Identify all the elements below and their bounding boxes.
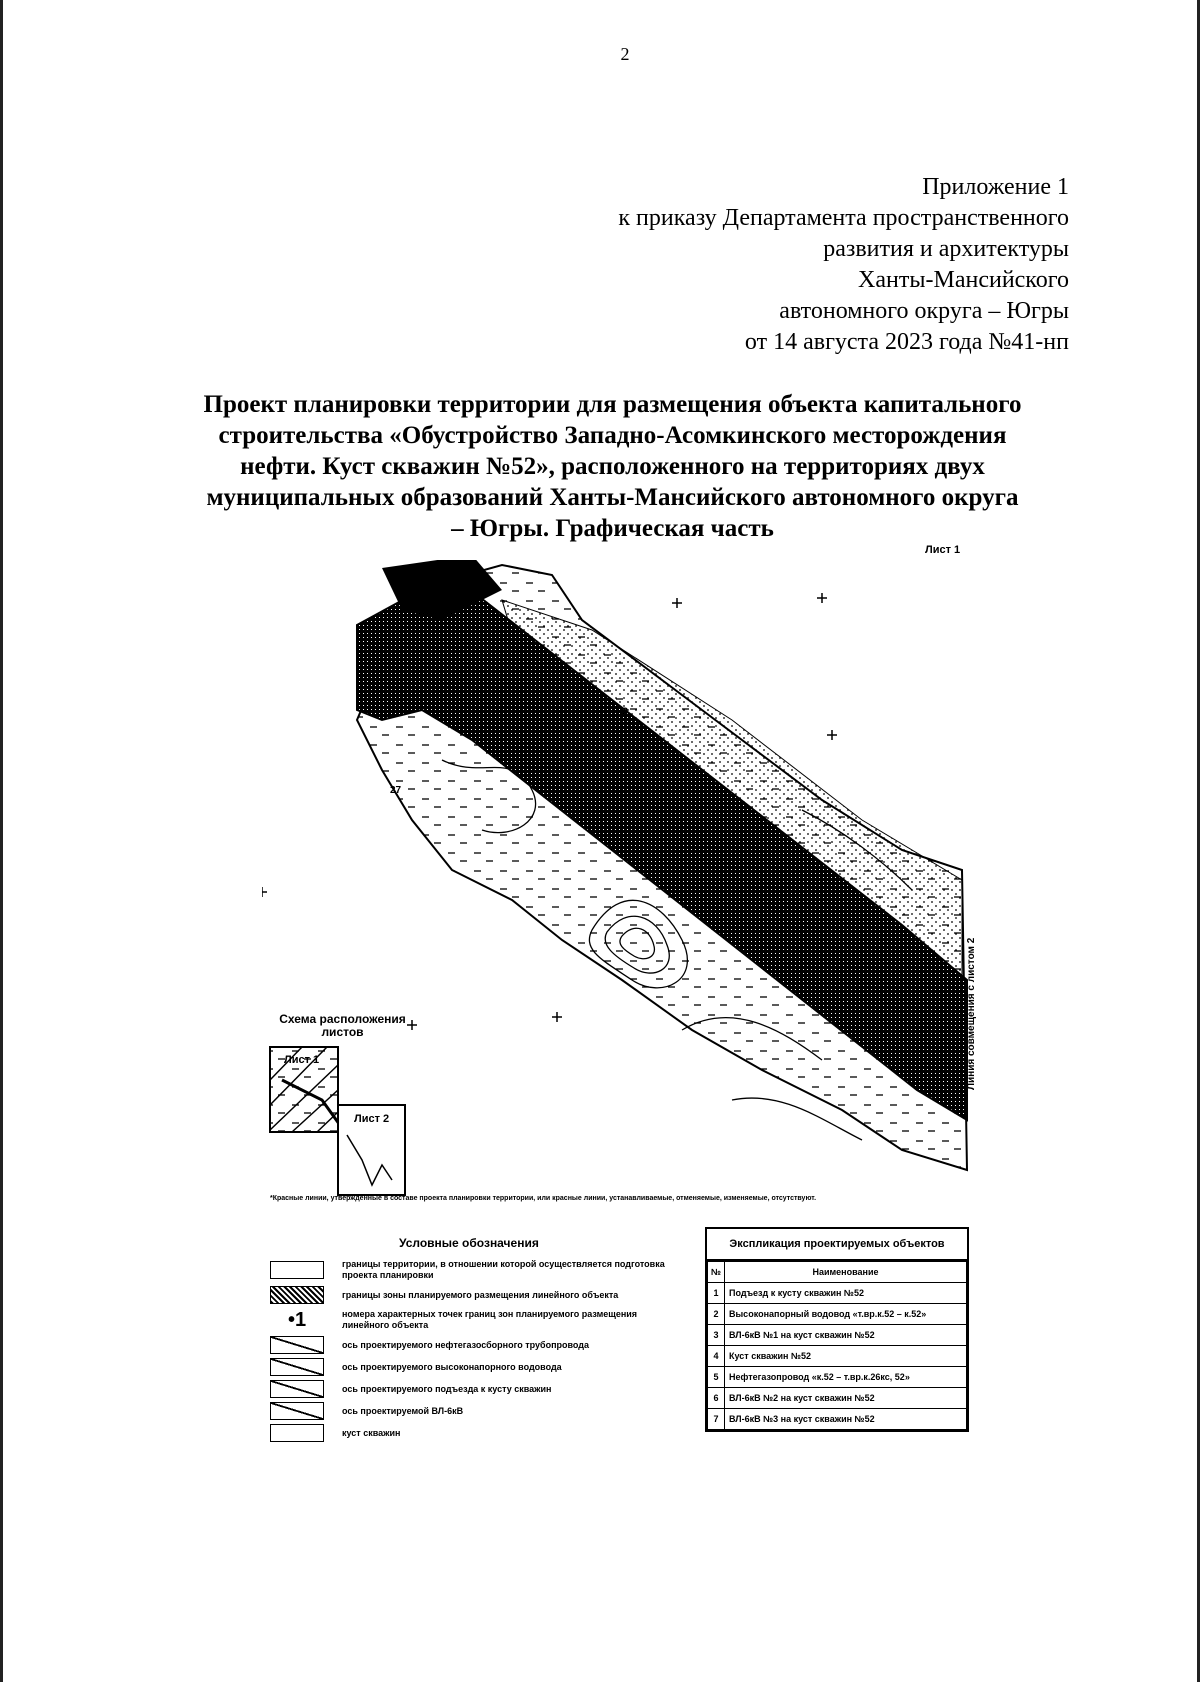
legend — [270, 1256, 680, 1444]
row-name: Высоконапорный водовод «т.вр.к.52 – к.52» — [725, 1304, 967, 1325]
legend-text: границы территории, в отношении которой осуществляется подготовка проекта планировки — [342, 1259, 665, 1280]
row-name: ВЛ-6кВ №3 на куст скважин №52 — [725, 1409, 967, 1430]
row-number: 2 — [708, 1304, 725, 1325]
legend-item — [270, 1256, 680, 1284]
table-row — [708, 1409, 967, 1430]
title-line: муниципальных образований Ханты-Мансийского автономного округа — [206, 484, 1019, 511]
scheme-sheet1-label: Лист 1 — [284, 1054, 320, 1066]
legend-text: ось проектируемого подъезда к кусту скважин — [342, 1383, 552, 1394]
appendix-line: автономного округа – Югры — [779, 298, 1069, 324]
row-number: 4 — [708, 1346, 725, 1367]
point-label: 27 — [390, 785, 402, 796]
table-row — [708, 1325, 967, 1346]
row-number: 6 — [708, 1388, 725, 1409]
scheme-title: Схема расположения листов — [279, 1012, 406, 1039]
table-header-row — [708, 1262, 967, 1283]
appendix-line: от 14 августа 2023 года №41-нп — [744, 329, 1069, 355]
legend-swatch-hatch — [270, 1286, 324, 1304]
explication-table — [705, 1227, 969, 1432]
table-row — [708, 1283, 967, 1304]
legend-title: Условные обозначения — [399, 1236, 539, 1250]
legend-swatch-boundary — [270, 1261, 324, 1279]
legend-item — [270, 1422, 680, 1444]
title-line: – Югры. Графическая часть — [451, 515, 774, 542]
appendix-line: Ханты-Мансийского — [858, 267, 1069, 293]
title-line: Проект планировки территории для размещения объекта капитального — [203, 391, 1022, 418]
legend-swatch-axis — [270, 1402, 324, 1420]
appendix-line: Приложение 1 — [922, 174, 1069, 200]
legend-swatch-pad — [270, 1424, 324, 1442]
legend-text: куст скважин — [342, 1427, 401, 1438]
page-number: 2 — [620, 44, 630, 64]
legend-text: ось проектируемого высоконапорного водовода — [342, 1361, 562, 1372]
legend-item — [270, 1306, 680, 1334]
col-name-header: Наименование — [725, 1262, 967, 1283]
explication-title: Экспликация проектируемых объектов — [707, 1229, 967, 1261]
legend-item — [270, 1284, 680, 1306]
row-number: 5 — [708, 1367, 725, 1388]
legend-text: ось проектируемого нефтегазосборного трубопровода — [342, 1339, 590, 1350]
row-name: ВЛ-6кВ №1 на куст скважин №52 — [725, 1325, 967, 1346]
legend-swatch-point: •1 — [287, 1309, 307, 1331]
table-row — [708, 1346, 967, 1367]
sheet-label: Лист 1 — [925, 544, 961, 556]
title-line: нефти. Куст скважин №52», расположенного на территориях двух — [240, 453, 985, 480]
map-footnote: *Красные линии, утвержденные в составе проекта планировки территории, или красные линии, устанавливаемые, отменяемые, изменяемые, отсутствуют. — [270, 1195, 817, 1202]
page-edge-left — [0, 0, 3, 1682]
appendix-line: к приказу Департамента пространственного — [618, 205, 1069, 231]
appendix-header — [618, 172, 1069, 358]
table-row — [708, 1388, 967, 1409]
row-name: Нефтегазопровод «к.52 – т.вр.к.26кс, 52» — [725, 1367, 967, 1388]
legend-item — [270, 1378, 680, 1400]
scheme-sheet2-label: Лист 2 — [354, 1113, 390, 1125]
title-line: строительства «Обустройство Западно-Асомкинского месторождения — [218, 422, 1007, 449]
match-line-note: Линия совмещения с листом 2 — [966, 937, 977, 1090]
col-number-header: № — [708, 1262, 725, 1283]
legend-swatch-axis — [270, 1336, 324, 1354]
table-row — [708, 1304, 967, 1325]
legend-item — [270, 1400, 680, 1422]
legend-swatch-axis — [270, 1380, 324, 1398]
legend-text: границы зоны планируемого размещения линейного объекта — [342, 1289, 619, 1300]
legend-text: номера характерных точек границ зон планируемого размещения линейного объекта — [342, 1309, 638, 1330]
row-name: Куст скважин №52 — [725, 1346, 967, 1367]
legend-item — [270, 1334, 680, 1356]
point-label: 2 — [622, 706, 629, 718]
document-title — [150, 389, 1075, 544]
appendix-line: развития и архитектуры — [823, 236, 1069, 262]
row-number: 7 — [708, 1409, 725, 1430]
legend-text: ось проектируемой ВЛ-6кВ — [342, 1405, 464, 1416]
legend-swatch-axis — [270, 1358, 324, 1376]
row-number: 1 — [708, 1283, 725, 1304]
row-name: ВЛ-6кВ №2 на куст скважин №52 — [725, 1388, 967, 1409]
legend-item — [270, 1356, 680, 1378]
row-number: 3 — [708, 1325, 725, 1346]
explication-grid — [707, 1261, 967, 1430]
row-name: Подъезд к кусту скважин №52 — [725, 1283, 967, 1304]
table-row — [708, 1367, 967, 1388]
planning-map — [262, 560, 977, 1200]
